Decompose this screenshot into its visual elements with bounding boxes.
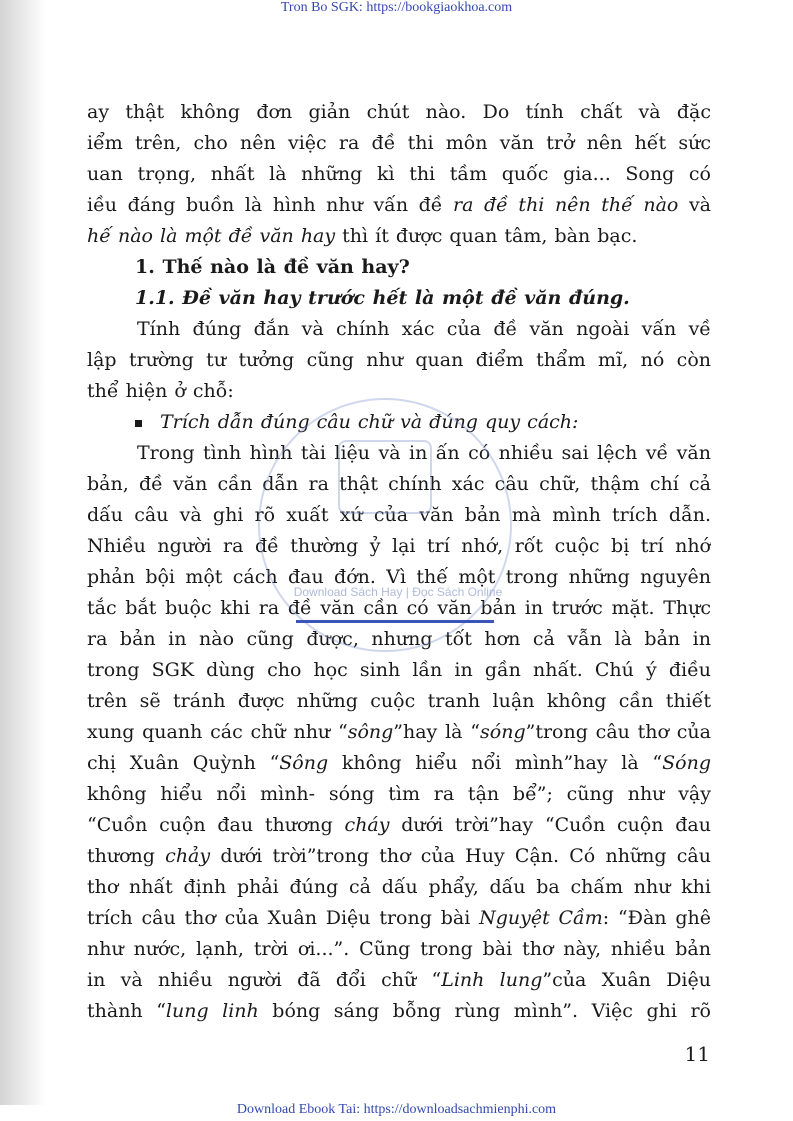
text-span: bóng sáng bỗng rùng mình”. Việc ghi rõ	[258, 1000, 711, 1022]
text-line: lập trường tư tưởng cũng như quan điểm thẩm mĩ, nó còn	[87, 349, 711, 371]
text-span: ”trong câu thơ của	[525, 721, 711, 743]
italic-word: Sông	[279, 752, 329, 774]
text-line	[87, 221, 711, 252]
text-span: “Cuồn cuộn đau thương	[87, 814, 345, 836]
text-span: iều đáng buồn là hình như vấn đề	[87, 194, 454, 216]
section-heading: 1. Thế nào là đề văn hay?	[135, 256, 410, 278]
italic-word: chảy	[165, 845, 211, 867]
italic-word: lung linh	[165, 1000, 259, 1022]
page-edge-shadow	[0, 0, 46, 1105]
page-body	[87, 97, 711, 1027]
watermark-underline	[296, 620, 494, 623]
text-line: phản bội một cách đau đớn. Vì thế một trong những nguyên	[87, 566, 711, 588]
text-span: : “Đàn ghê	[602, 907, 711, 929]
text-line	[87, 190, 711, 221]
italic-word: sóng	[480, 721, 526, 743]
subsection-heading: 1.1. Đề văn hay trước hết là một đề văn đúng.	[135, 287, 630, 309]
text-line: Nhiều người ra đề thường ỷ lại trí nhớ, rốt cuộc bị trí nhớ	[87, 535, 711, 557]
text-span: dưới trời”trong thơ của Huy Cận. Có những câu	[210, 845, 711, 867]
text-span: dưới trời”hay “Cuồn cuộn đau	[389, 814, 711, 836]
italic-word: cháy	[344, 814, 390, 836]
text-line	[87, 717, 711, 748]
text-line: không hiểu nổi mình- sóng tìm ra tận bể”; cũng như vậy	[87, 783, 711, 805]
text-line: thơ nhất định phải đúng cả dấu phẩy, dấu ba chấm như khi	[87, 876, 711, 898]
italic-title: Nguyệt Cầm	[479, 907, 603, 929]
text-span: và	[678, 194, 711, 216]
text-line	[87, 903, 711, 934]
text-line: trong SGK dùng cho học sinh lần in gần nhất. Chú ý điều	[87, 659, 711, 681]
text-span: in và nhiều người đã đổi chữ “	[87, 969, 442, 991]
text-line: ra bản in nào cũng được, nhưng tốt hơn cả vẫn là bản in	[87, 628, 711, 650]
italic-word: Linh lung	[441, 969, 543, 991]
text-line	[87, 748, 711, 779]
text-span: thành “	[87, 1000, 166, 1022]
italic-word: Sóng	[662, 752, 711, 774]
text-line: iểm trên, cho nên việc ra đề thi môn văn trở nên hết sức	[87, 132, 711, 154]
text-span: thì ít được quan tâm, bàn bạc.	[335, 225, 638, 247]
text-line: Trong tình hình tài liệu và in ấn có nhiều sai lệch về văn	[137, 442, 711, 464]
text-line	[87, 841, 711, 872]
text-line: dấu câu và ghi rõ xuất xứ của văn bản mà mình trích dẫn.	[87, 504, 711, 526]
text-span: chị Xuân Quỳnh “	[87, 752, 280, 774]
text-line: tắc bắt buộc khi ra đề văn cần có văn bản in trước mặt. Thực	[87, 597, 711, 619]
page-number: 11	[684, 1042, 710, 1066]
footer-download-link[interactable]: Download Ebook Tai: https://downloadsachmienphi.com	[236, 1102, 557, 1117]
text-line: uan trọng, nhất là những kì thi tầm quốc gia... Song có	[87, 163, 711, 185]
text-line	[87, 810, 711, 841]
text-line: bản, đề văn cần dẫn ra thật chính xác câu chữ, thậm chí cả	[87, 473, 711, 495]
header-source-link[interactable]: Tron Bo SGK: https://bookgiaokhoa.com	[280, 0, 513, 15]
text-span: ”của Xuân Diệu	[542, 969, 711, 991]
text-line: Tính đúng đắn và chính xác của đề văn ngoài vấn về	[137, 318, 711, 340]
italic-word: sông	[347, 721, 394, 743]
text-span: không hiểu nổi mình”hay là “	[328, 752, 663, 774]
bullet-item	[87, 407, 711, 438]
italic-phrase: hế nào là một đề văn hay	[87, 225, 336, 247]
bullet-square-icon	[135, 420, 142, 427]
text-line: ay thật không đơn giản chút nào. Do tính chất và đặc	[87, 101, 711, 123]
italic-phrase: ra đề thi nên thế nào	[453, 194, 679, 216]
text-span: ”hay là “	[393, 721, 481, 743]
bullet-text: Trích dẫn đúng câu chữ và đúng quy cách:	[160, 411, 579, 433]
text-line: trên sẽ tránh được những cuộc tranh luận không cần thiết	[87, 690, 711, 712]
text-line	[87, 996, 711, 1027]
text-line	[87, 965, 711, 996]
text-span: thương	[87, 845, 166, 867]
text-line: như nước, lạnh, trời ơi...”. Cũng trong bài thơ này, nhiều bản	[87, 938, 711, 960]
text-span: trích câu thơ của Xuân Diệu trong bài	[87, 907, 480, 929]
watermark-text: Download Sách Hay | Đọc Sách Online	[293, 585, 503, 599]
text-span: xung quanh các chữ như “	[87, 721, 348, 743]
text-line: thể hiện ở chỗ:	[87, 380, 234, 402]
